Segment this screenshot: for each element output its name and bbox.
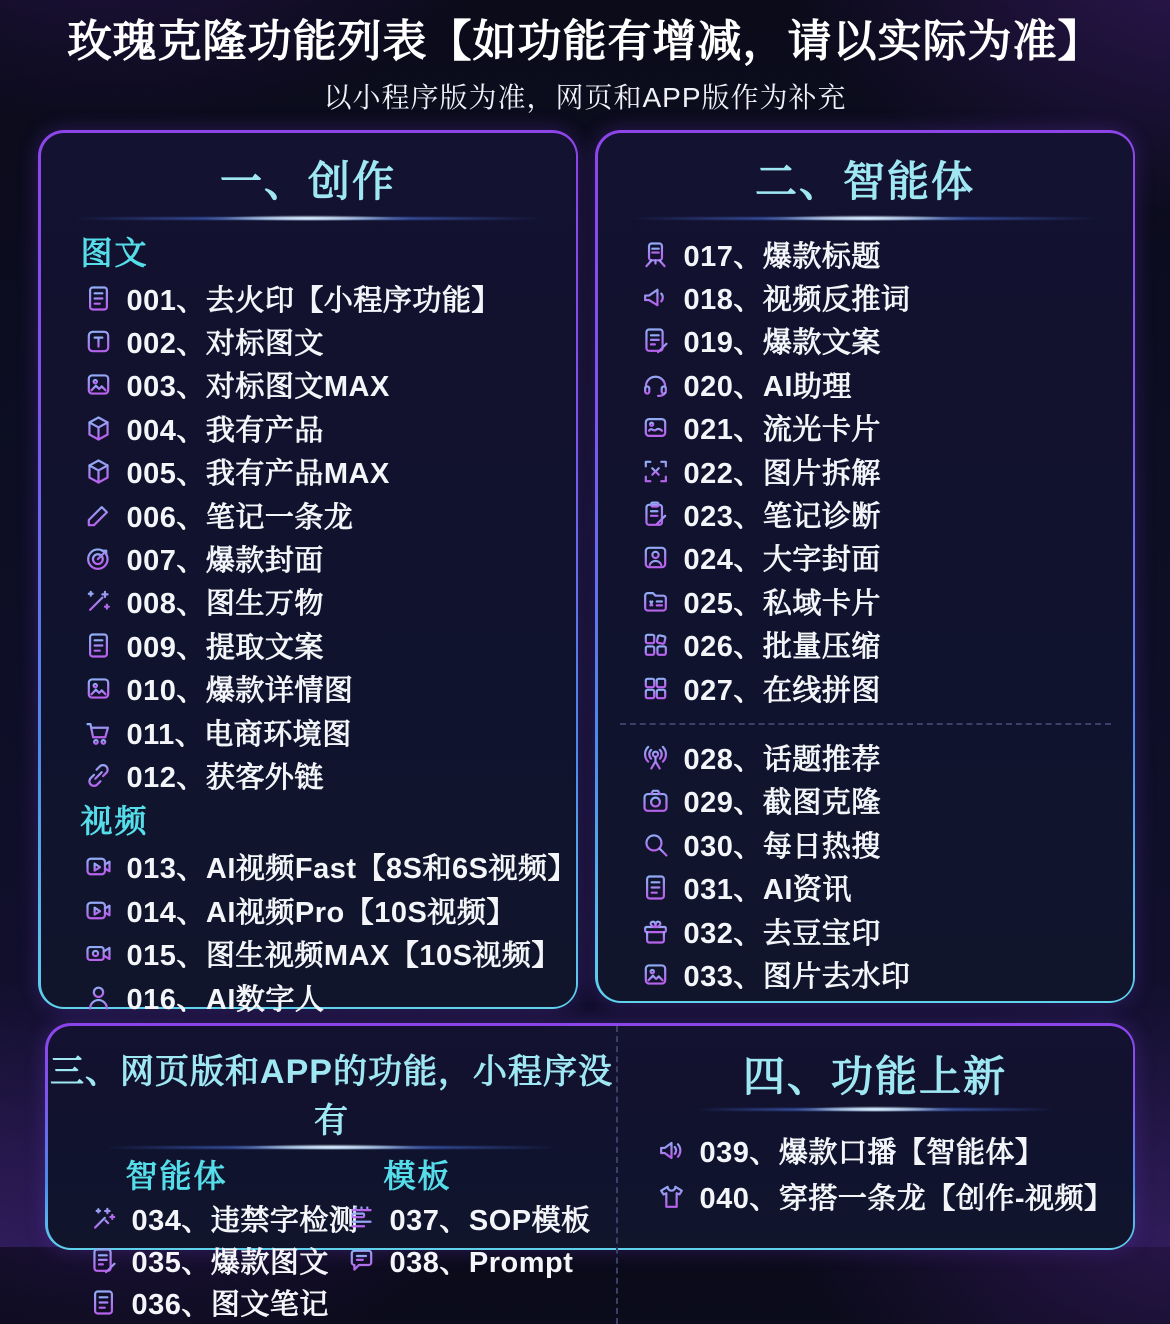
doc-lines-icon xyxy=(88,1287,119,1318)
feature-item-020 xyxy=(598,363,1133,406)
feature-label: 022、图片拆解 xyxy=(683,457,881,490)
web-app-columns xyxy=(48,1154,616,1324)
panel-creation-title: 一、创作 xyxy=(219,157,396,205)
camera-icon xyxy=(640,785,671,816)
feature-label: 033、图片去水印 xyxy=(683,960,911,993)
feature-item-001 xyxy=(41,277,576,320)
light-streak-divider xyxy=(695,1106,1056,1112)
feature-label: 026、批量压缩 xyxy=(683,631,881,664)
feature-item-033 xyxy=(598,953,1133,996)
feature-label: 038、Prompt xyxy=(389,1247,574,1279)
feature-item-005 xyxy=(41,450,576,493)
feature-item-007 xyxy=(41,537,576,580)
section-heading-tuwen: 图文 xyxy=(80,234,149,271)
feature-label: 028、话题推荐 xyxy=(683,743,881,776)
image-icon xyxy=(83,369,114,400)
feature-label: 032、去豆宝印 xyxy=(683,917,881,950)
feature-label: 010、爆款详情图 xyxy=(126,675,354,708)
feature-label: 017、爆款标题 xyxy=(683,240,881,273)
feature-label: 025、私域卡片 xyxy=(683,587,881,620)
video-cam-icon xyxy=(83,938,114,969)
panel-agent-frame xyxy=(595,130,1135,1003)
feature-item-039 xyxy=(618,1128,1133,1174)
feature-label: 023、笔记诊断 xyxy=(683,501,881,534)
feature-item-009 xyxy=(41,624,576,667)
panel-web-app xyxy=(48,1026,616,1324)
tshirt-icon xyxy=(656,1181,687,1212)
headset-icon xyxy=(640,369,671,400)
panel-bottom xyxy=(48,1026,1133,1321)
page-header xyxy=(0,0,1170,116)
feature-label: 013、AI视频Fast【8S和6S视频】 xyxy=(126,853,577,886)
feature-label: 011、电商环境图 xyxy=(126,718,352,751)
feature-label: 003、对标图文MAX xyxy=(126,371,390,404)
feature-item-034 xyxy=(88,1198,359,1240)
feature-item-012 xyxy=(41,754,576,797)
light-streak-divider xyxy=(73,215,544,221)
expand-icon xyxy=(640,456,671,487)
panel-new-features xyxy=(616,1026,1133,1324)
panel-agent xyxy=(598,133,1133,1001)
magnifier-icon xyxy=(640,829,671,860)
feature-item-038 xyxy=(346,1240,616,1282)
feature-item-016 xyxy=(41,975,576,1018)
feature-label: 005、我有产品MAX xyxy=(126,458,390,491)
feature-item-002 xyxy=(41,320,576,363)
feature-item-003 xyxy=(41,363,576,406)
feature-label: 029、截图克隆 xyxy=(683,787,881,820)
megaphone-icon xyxy=(640,282,671,313)
doc-pen-icon xyxy=(88,1245,119,1276)
feature-item-037 xyxy=(346,1198,616,1240)
feature-label: 037、SOP模板 xyxy=(389,1205,591,1237)
gift-icon xyxy=(640,916,671,947)
page-subtitle: 以小程序版为准，网页和APP版作为补充 xyxy=(323,82,847,113)
pencil-icon xyxy=(83,500,114,531)
dashed-divider xyxy=(620,723,1111,725)
doc-lines-icon xyxy=(83,283,114,314)
feature-item-019 xyxy=(598,319,1133,362)
feature-label: 019、爆款文案 xyxy=(683,327,881,360)
feature-label: 031、AI资讯 xyxy=(683,874,852,907)
feature-label: 021、流光卡片 xyxy=(683,414,881,447)
feature-label: 001、去火印【小程序功能】 xyxy=(126,284,501,317)
image-icon xyxy=(83,673,114,704)
doc-pen-icon xyxy=(640,325,671,356)
feature-label: 036、图文笔记 xyxy=(131,1289,329,1321)
panel-agent-title: 二、智能体 xyxy=(754,157,975,205)
target-icon xyxy=(83,543,114,574)
video-play-icon xyxy=(83,895,114,926)
feature-list-webapp-agent xyxy=(88,1198,359,1324)
feature-label: 024、大字封面 xyxy=(683,544,881,577)
feature-label: 039、爆款口播【智能体】 xyxy=(699,1137,1045,1169)
video-play-icon xyxy=(83,851,114,882)
folder-list-icon xyxy=(640,586,671,617)
list-template-icon xyxy=(346,1203,377,1234)
feature-item-011 xyxy=(41,710,576,753)
feature-item-021 xyxy=(598,406,1133,449)
chat-icon xyxy=(346,1245,377,1276)
feature-item-008 xyxy=(41,580,576,623)
feature-item-030 xyxy=(598,823,1133,866)
feature-item-018 xyxy=(598,276,1133,319)
cube-icon xyxy=(83,413,114,444)
link-icon xyxy=(83,760,114,791)
section-heading-zhinengti: 智能体 xyxy=(125,1157,228,1194)
panel-creation xyxy=(41,133,577,1016)
feature-label: 014、AI视频Pro【10S视频】 xyxy=(126,896,516,929)
feature-list-creation-shipin xyxy=(41,845,576,1019)
feature-item-015 xyxy=(41,932,576,975)
light-streak-divider xyxy=(630,215,1101,221)
cube-icon xyxy=(83,456,114,487)
person-frame-icon xyxy=(640,542,671,573)
blocks-icon xyxy=(640,629,671,660)
feature-item-014 xyxy=(41,889,576,932)
doc-lines-icon xyxy=(640,872,671,903)
bottom-grid xyxy=(48,1026,1133,1321)
sparkle-wand-icon xyxy=(88,1203,119,1234)
feature-label: 040、穿搭一条龙【创作-视频】 xyxy=(699,1183,1114,1215)
section-heading-shipin: 视频 xyxy=(80,803,149,840)
feature-list-creation-tuwen xyxy=(41,277,576,798)
broadcast-icon xyxy=(640,742,671,773)
web-app-col-agent xyxy=(88,1154,359,1324)
panel-bottom-frame xyxy=(45,1023,1135,1321)
feature-item-017 xyxy=(598,233,1133,276)
feature-list-agent-2 xyxy=(598,736,1133,996)
feature-item-026 xyxy=(598,623,1133,666)
person-icon xyxy=(83,982,114,1013)
feature-item-004 xyxy=(41,407,576,450)
feature-item-028 xyxy=(598,736,1133,779)
feature-label: 015、图生视频MAX【10S视频】 xyxy=(126,940,561,973)
feature-label: 008、图生万物 xyxy=(126,588,324,621)
feature-label: 035、爆款图文 xyxy=(131,1247,329,1279)
clipboard-pen-icon xyxy=(640,499,671,530)
board-stand-icon xyxy=(640,239,671,270)
panel-creation-frame xyxy=(38,130,578,1016)
feature-item-029 xyxy=(598,779,1133,822)
doc-lines-icon xyxy=(83,630,114,661)
feature-item-013 xyxy=(41,845,576,888)
feature-item-027 xyxy=(598,666,1133,709)
feature-item-025 xyxy=(598,580,1133,623)
feature-item-036 xyxy=(88,1282,346,1324)
grid-icon xyxy=(640,673,671,704)
feature-label: 007、爆款封面 xyxy=(126,545,324,578)
feature-item-040 xyxy=(618,1174,1133,1220)
feature-label: 006、笔记一条龙 xyxy=(126,501,354,534)
cart-icon xyxy=(83,717,114,748)
feature-list-webapp-template xyxy=(346,1198,616,1282)
feature-label: 020、AI助理 xyxy=(683,370,852,403)
main-panels-row xyxy=(38,130,1135,1016)
feature-item-023 xyxy=(598,493,1133,536)
feature-label: 002、对标图文 xyxy=(126,328,324,361)
feature-label: 016、AI数字人 xyxy=(126,983,325,1016)
feature-label: 012、获客外链 xyxy=(126,761,324,794)
image-curve-icon xyxy=(640,412,671,443)
page-title: 玫瑰克隆功能列表【如功能有增减，请以实际为准】 xyxy=(67,17,1103,66)
feature-item-010 xyxy=(41,667,576,710)
feature-label: 027、在线拼图 xyxy=(683,674,881,707)
feature-item-032 xyxy=(598,909,1133,952)
feature-list-new xyxy=(618,1128,1133,1220)
section-heading-moban: 模板 xyxy=(383,1157,452,1194)
feature-list-agent-1 xyxy=(598,233,1133,710)
feature-label: 034、违禁字检测 xyxy=(131,1205,359,1237)
feature-item-022 xyxy=(598,449,1133,492)
feature-item-035 xyxy=(88,1240,346,1282)
feature-label: 018、视频反推词 xyxy=(683,284,911,317)
image-icon xyxy=(640,959,671,990)
wand-icon xyxy=(83,586,114,617)
light-streak-divider xyxy=(104,1144,558,1150)
feature-label: 009、提取文案 xyxy=(126,631,324,664)
speaker-icon xyxy=(656,1135,687,1166)
feature-item-006 xyxy=(41,493,576,536)
feature-label: 004、我有产品 xyxy=(126,414,324,447)
feature-label: 030、每日热搜 xyxy=(683,830,881,863)
panel-web-app-title: 三、网页版和APP的功能，小程序没有 xyxy=(50,1052,613,1140)
text-box-icon xyxy=(83,326,114,357)
feature-item-031 xyxy=(598,866,1133,909)
panel-new-features-title: 四、功能上新 xyxy=(742,1052,1007,1100)
web-app-col-template xyxy=(346,1154,616,1324)
feature-item-024 xyxy=(598,536,1133,579)
